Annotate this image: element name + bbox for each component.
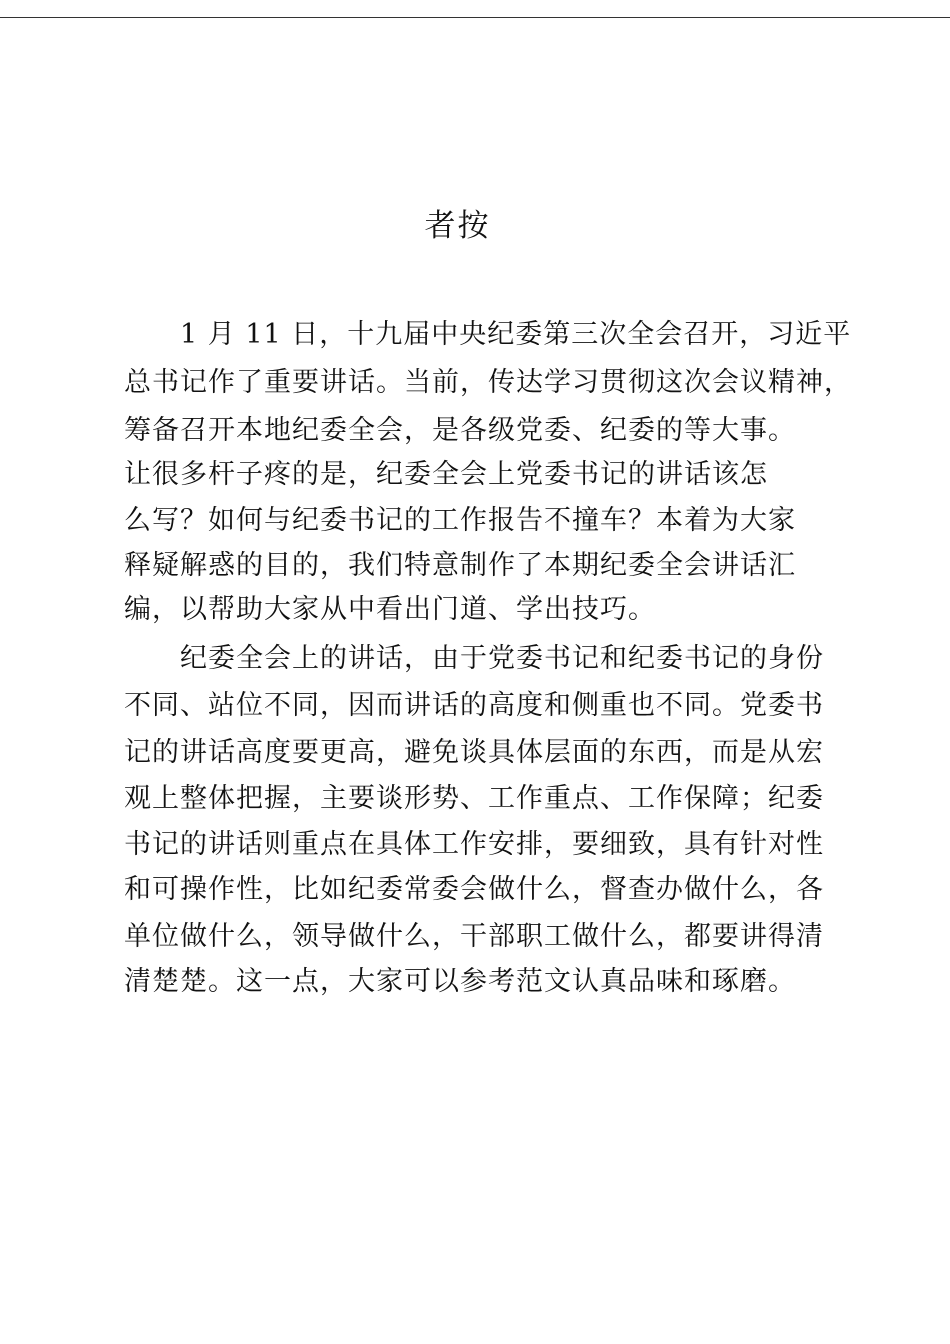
paragraph-line: 单位做什么，领导做什么，干部职工做什么，都要讲得清	[124, 921, 824, 952]
paragraph-line: 编，以帮助大家从中看出门道、学出技巧。	[124, 594, 656, 625]
paragraph-line: 1 月 11 日，十九届中央纪委第三次全会召开，习近平	[180, 319, 852, 350]
paragraph-line: 记的讲话高度要更高，避免谈具体层面的东西，而是从宏	[124, 737, 824, 768]
paragraph-line: 总书记作了重要讲话。当前，传达学习贯彻这次会议精神，	[124, 367, 852, 398]
paragraph-line: 观上整体把握，主要谈形势、工作重点、工作保障；纪委	[124, 783, 824, 814]
paragraph-line: 么写？如何与纪委书记的工作报告不撞车？本着为大家	[124, 505, 796, 536]
paragraph-line: 和可操作性，比如纪委常委会做什么，督查办做什么，各	[124, 874, 824, 905]
paragraph-line: 让很多杆子疼的是，纪委全会上党委书记的讲话该怎	[124, 459, 768, 490]
paragraph-line: 筹备召开本地纪委全会，是各级党委、纪委的等大事。	[124, 415, 796, 446]
paragraph-line: 不同、站位不同，因而讲话的高度和侧重也不同。党委书	[124, 690, 824, 721]
paragraph-line: 纪委全会上的讲话，由于党委书记和纪委书记的身份	[180, 643, 824, 674]
paragraph-line: 清楚楚。这一点，大家可以参考范文认真品味和琢磨。	[124, 966, 796, 997]
page-title: 者按	[424, 208, 491, 244]
header-rule	[0, 17, 950, 18]
paragraph-line: 书记的讲话则重点在具体工作安排，要细致，具有针对性	[124, 829, 824, 860]
paragraph-line: 释疑解惑的目的，我们特意制作了本期纪委全会讲话汇	[124, 550, 796, 581]
